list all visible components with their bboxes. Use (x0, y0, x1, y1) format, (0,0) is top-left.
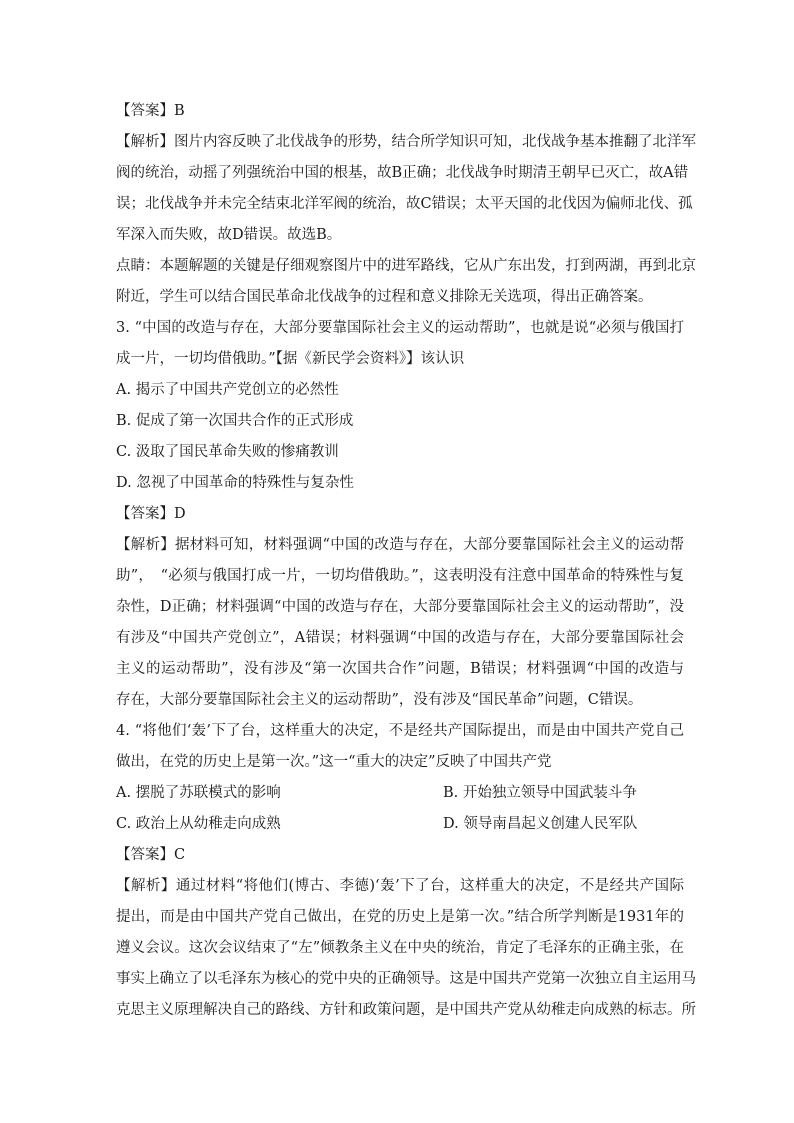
q4-analysis-line: 遵义会议。这次会议结束了“左”倾教条主义在中央的统治，肯定了毛泽东的正确主张，在 (116, 940, 684, 956)
q2-analysis-line: 【解析】图片内容反映了北伐战争的形势，结合所学知识可知，北伐战争基本推翻了北洋军 (116, 134, 696, 150)
q4-answer (116, 840, 684, 871)
q4-stem-line: 4. “将他们‘轰’下了台，这样重大的决定，不是经共产国际提出，而是由中国共产党自己 (116, 723, 684, 739)
q2-answer-tag: 【答案】 (116, 103, 174, 119)
q3-answer-value: D (174, 506, 186, 522)
q3-analysis (116, 530, 684, 716)
q3-stem-line: 3. “中国的改造与存在，大部分要靠国际社会主义的运动帮助”，也就是说“必须与俄国打 (116, 320, 684, 336)
q2-comment (116, 251, 696, 313)
q2-analysis-line: 误；北伐战争并未完全结束北洋军阀的统治，故C错误；太平天国的北伐因为偏师北伐、孤 (116, 196, 693, 212)
q2-analysis (116, 127, 696, 251)
q2-analysis-line: 阀的统治，动摇了列强统治中国的根基，故B正确；北伐战争时期清王朝早已灭亡，故A错 (116, 165, 689, 181)
q2-answer (116, 96, 684, 127)
q3-analysis-line: 助”， “必须与俄国打成一片，一切均借俄助。”，这表明没有注意中国革命的特殊性与复 (116, 568, 684, 584)
q3-analysis-line: 【解析】据材料可知，材料强调“中国的改造与存在，大部分要靠国际社会主义的运动帮 (116, 537, 684, 553)
q3-option-a: A. 揭示了中国共产党创立的必然性 (116, 382, 339, 398)
q3-analysis-line: 杂性，D正确；材料强调“中国的改造与存在，大部分要靠国际社会主义的运动帮助”，没 (116, 599, 684, 615)
q2-comment-line: 点睛：本题解题的关键是仔细观察图片中的进军路线，它从广东出发，打到两湖，再到北京 (116, 258, 696, 274)
q3-stem (116, 313, 684, 375)
q3-stem-line: 成一片，一切均借俄助。”【据《新民学会资料》】该认识 (116, 351, 465, 367)
q4-option-b: B. 开始独立领导中国武装斗争 (443, 785, 637, 801)
q2-answer-value: B (174, 103, 185, 119)
q3-analysis-line: 有涉及“中国共产党创立”，A错误；材料强调“中国的改造与存在，大部分要靠国际社会 (116, 630, 684, 646)
q4-answer-tag: 【答案】 (116, 847, 174, 863)
q4-options (116, 778, 684, 840)
q4-options-row-1 (116, 778, 684, 809)
q3-answer (116, 499, 684, 530)
q4-stem-line: 做出，在党的历史上是第一次。”这一“重大的决定”反映了中国共产党 (116, 754, 552, 770)
q4-option-a: A. 摆脱了苏联模式的影响 (116, 785, 281, 801)
q4-analysis (116, 871, 696, 1026)
q2-analysis-line: 军深入而失败，故D错误。故选B。 (116, 227, 342, 243)
q3-answer-block (116, 499, 684, 530)
q4-analysis-line: 提出，而是由中国共产党自己做出，在党的历史上是第一次。”结合所学判断是1931年的 (116, 909, 684, 925)
q3-option-c: C. 汲取了国民革命失败的惨痛教训 (116, 444, 339, 460)
q2-comment-line: 附近，学生可以结合国民革命北伐战争的过程和意义排除无关选项，得出正确答案。 (116, 289, 653, 305)
q3-answer-tag: 【答案】 (116, 506, 174, 522)
q3-option-d: D. 忽视了中国革命的特殊性与复杂性 (116, 475, 354, 491)
q4-stem (116, 716, 684, 778)
q4-analysis-line: 【解析】通过材料“将他们(博古、李德)‘轰’下了台，这样重大的决定，不是经共产国际 (116, 878, 684, 894)
q4-options-row-2 (116, 809, 684, 840)
q2-answer-block (116, 96, 684, 127)
q4-option-c: C. 政治上从幼稚走向成熟 (116, 816, 281, 832)
q4-answer-block (116, 840, 684, 871)
q3-analysis-line: 主义的运动帮助”，没有涉及“第一次国共合作”问题，B错误；材料强调“中国的改造与 (116, 661, 684, 677)
q4-analysis-line: 克思主义原理解决自己的路线、方针和政策问题，是中国共产党从幼稚走向成熟的标志。所 (116, 1002, 696, 1018)
q4-analysis-line: 事实上确立了以毛泽东为核心的党中央的正确领导。这是中国共产党第一次独立自主运用马 (116, 971, 696, 987)
q4-option-d: D. 领导南昌起义创建人民军队 (443, 816, 638, 832)
q3-analysis-line: 存在，大部分要靠国际社会主义的运动帮助”，没有涉及“国民革命”问题，C错误。 (116, 692, 643, 708)
q4-answer-value: C (174, 847, 186, 863)
q3-option-b: B. 促成了第一次国共合作的正式形成 (116, 413, 354, 429)
q3-options (116, 375, 684, 499)
